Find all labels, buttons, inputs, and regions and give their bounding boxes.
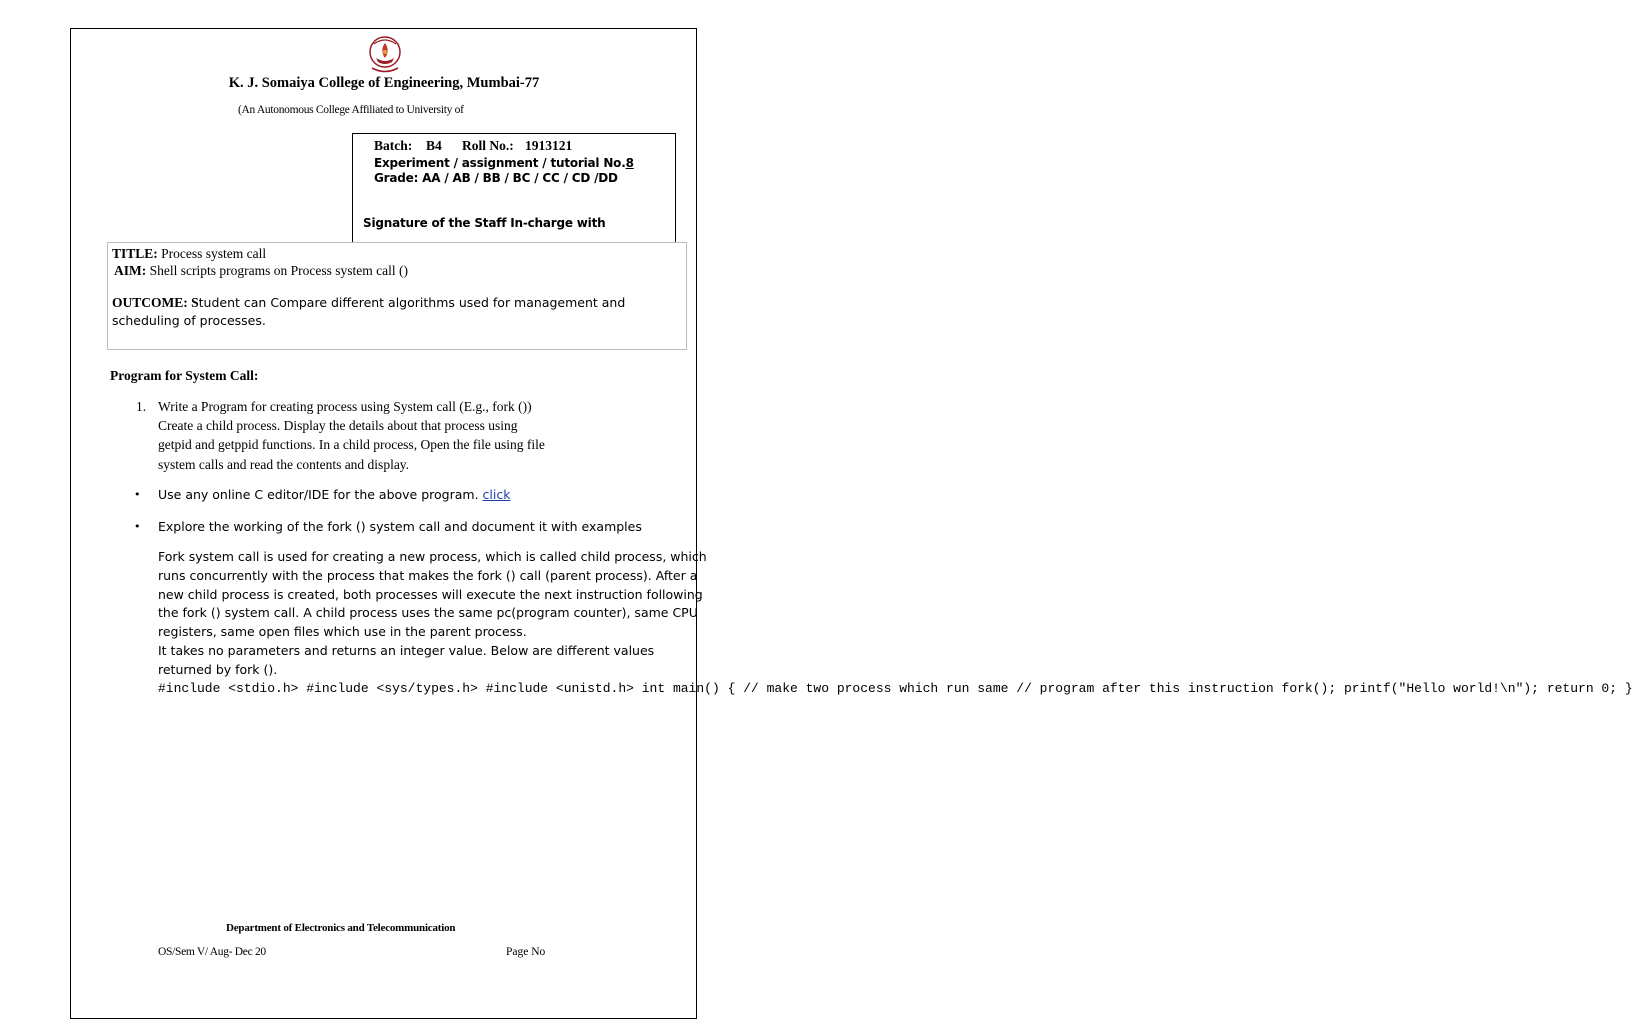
bullet-2-marker: • bbox=[134, 520, 141, 533]
para-line-2: runs concurrently with the process that makes the fork () call (parent process). After a bbox=[158, 568, 698, 583]
code-line: #include <unistd.h> bbox=[485, 681, 634, 696]
item1-line-3: getpid and getppid functions. In a child process, Open the file using file bbox=[158, 437, 545, 452]
para-line-3: new child process is created, both processes will execute the next instruction following bbox=[158, 587, 703, 602]
roll-label: Roll No.: bbox=[462, 138, 514, 153]
outcome-text-2: scheduling of processes. bbox=[112, 313, 266, 328]
title-value: Process system call bbox=[161, 246, 267, 261]
experiment-label: Experiment / assignment / tutorial No. bbox=[374, 156, 626, 170]
experiment-number: 8 bbox=[625, 156, 634, 170]
outcome-line-1 bbox=[112, 295, 625, 311]
para-line-5: registers, same open files which use in the parent process. bbox=[158, 624, 527, 639]
aim-label: AIM: bbox=[114, 263, 147, 278]
code-line: fork(); bbox=[1281, 681, 1337, 696]
code-line: #include <stdio.h> bbox=[158, 681, 299, 696]
code-line: // make two process which run same bbox=[743, 681, 1009, 696]
signature-line: Signature of the Staff In-charge with bbox=[363, 216, 606, 230]
footer-page-no: Page No bbox=[506, 946, 546, 958]
item1-line-4: system calls and read the contents and display. bbox=[158, 457, 410, 472]
outcome-label: OUTCOME: S bbox=[112, 295, 199, 310]
affiliation-text: (An Autonomous College Affiliated to University of bbox=[238, 104, 464, 116]
experiment-line bbox=[374, 156, 634, 170]
batch-label: Batch: bbox=[374, 138, 413, 153]
code-line: int main() bbox=[641, 681, 720, 696]
item1-line-1: Write a Program for creating process using System call (E.g., fork ()) bbox=[158, 399, 532, 414]
section-heading: Program for System Call: bbox=[110, 368, 259, 383]
bullet-2-text: Explore the working of the fork () system call and document it with examples bbox=[158, 519, 642, 534]
title-line bbox=[112, 246, 266, 262]
para-line-6: It takes no parameters and returns an integer value. Below are different values bbox=[158, 643, 655, 658]
footer-department: Department of Electronics and Telecommunication bbox=[226, 922, 456, 934]
aim-value: Shell scripts programs on Process system call () bbox=[149, 263, 408, 278]
para-line-1: Fork system call is used for creating a new process, which is called child process, which bbox=[158, 549, 707, 564]
batch-box bbox=[352, 133, 676, 243]
code-line: #include <sys/types.h> bbox=[306, 681, 478, 696]
title-label: TITLE: bbox=[112, 246, 158, 261]
code-line: return 0; bbox=[1546, 681, 1618, 696]
code-line: printf("Hello world!\n"); bbox=[1343, 681, 1539, 696]
roll-value: 1913121 bbox=[525, 138, 573, 153]
college-logo-icon bbox=[366, 34, 404, 76]
item1-line-2: Create a child process. Display the details about that process using bbox=[158, 418, 518, 433]
bullet-1 bbox=[158, 487, 510, 502]
outcome-text-1: tudent can Compare different algorithms used for management and bbox=[198, 295, 626, 310]
code-line: { bbox=[727, 681, 736, 696]
batch-value: B4 bbox=[426, 138, 442, 153]
code-line: } bbox=[1624, 681, 1633, 696]
click-link[interactable]: click bbox=[482, 487, 511, 502]
bullet-1-marker: • bbox=[134, 488, 141, 501]
footer-semester: OS/Sem V/ Aug- Dec 20 bbox=[158, 946, 266, 958]
item1-number: 1. bbox=[136, 399, 147, 414]
bullet-1-text: Use any online C editor/IDE for the above program. bbox=[158, 487, 479, 502]
code-line: // program after this instruction bbox=[1016, 681, 1274, 696]
para-line-7: returned by fork (). bbox=[158, 662, 278, 677]
grade-line: Grade: AA / AB / BB / BC / CC / CD /DD bbox=[374, 171, 618, 185]
code-block bbox=[158, 680, 1633, 697]
college-name: K. J. Somaiya College of Engineering, Mumbai-77 bbox=[228, 75, 540, 91]
aim-line bbox=[114, 263, 408, 279]
para-line-4: the fork () system call. A child process uses the same pc(program counter), same CPU bbox=[158, 605, 698, 620]
